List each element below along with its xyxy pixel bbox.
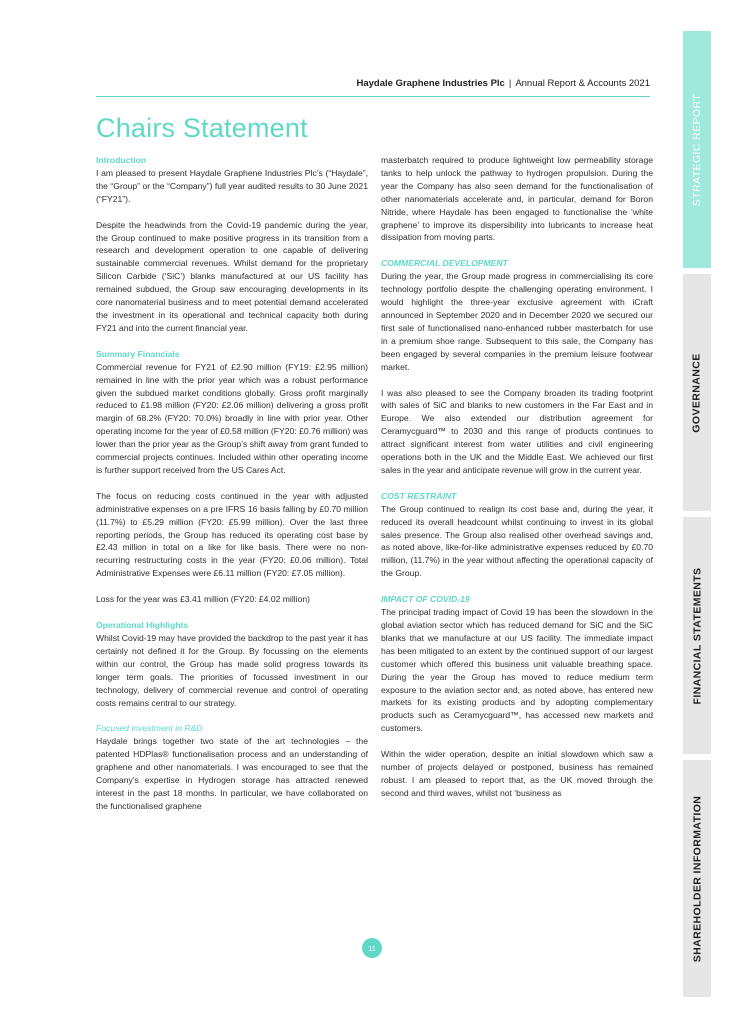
section-heading-operational-highlights: Operational Highlights [96,620,189,631]
running-header [96,78,650,89]
tab-financial-statements[interactable] [683,517,711,754]
paragraph: The focus on reducing costs continued in the year with adjusted administrative expenses on a pre IFRS 16 basis falling by £0.70 million (11.7%) to £5.29 million (FY20: £5.99 million). Over the last three reporting periods, the Group has reduced its operating cost base by £2.43 million in total on a like for like basis. There were no non-recurring restructuring costs in the year (FY20: £0.06 million). Total Administrative Expenses were £6.11 million (FY20: £7.05 million). [96,490,368,579]
tab-governance[interactable] [683,274,711,511]
subsection-heading-commercial-development: COMMERCIAL DEVELOPMENT [381,258,508,269]
paragraph: The principal trading impact of Covid 19 has been the slowdown in the global aviation sector which has reduced demand for SiC and the SiC blanks that we manufacture at our US facility. The immediate impact has been mitigated to an extent by the continued support of our largest customer which offered this business unit valuable breathing space. During the year the Group has moved to reduce medium term exposure to the aviation sector and, as noted above, has entered new markets for its existing products and by adopting complementary products such as Ceramycguard™, has accessed new markets and customers. [381,607,653,734]
paragraph: During the year, the Group made progress in commercialising its core technology portfolio despite the challenging operating environment. I would highlight the three-year exclusive agreement with iCraft announced in September 2020 and in December 2020 we secured our first sale of functionalised nano-enhanced rubber masterbatch for use in a premium shoe range. Subsequent to this sale, the Company has been engaged by several companies in the premium leisure footwear market. [381,271,653,372]
tab-label: SHAREHOLDER INFORMATION [691,795,703,962]
section-heading-introduction: Introduction [96,155,147,165]
header-rule [96,96,650,97]
paragraph: Within the wider operation, despite an initial slowdown which saw a number of projects delayed or postponed, business has remained robust. I am pleased to report that, as the UK moved through the second and third waves, whilst not ‘business as [381,749,653,798]
right-column [381,154,653,813]
tab-strategic-report[interactable] [683,31,711,268]
paragraph: I am pleased to present Haydale Graphene Industries Plc’s (“Haydale”, the “Group” or the “Company”) full year audited results to 30 June 2021 (“FY21”). [96,167,368,204]
subsection-heading-focused-investment: Focused investment in R&D [96,723,203,734]
tab-shareholder-information[interactable] [683,760,711,997]
section-heading-summary-financials: Summary Financials [96,348,180,359]
page-title: Chairs Statement [96,113,308,143]
paragraph: masterbatch required to produce lightweight low permeability storage tanks to help unlock the pathway to hydrogen propulsion. During the year the Company has also seen demand for the functionalisation of other nanomaterials accelerate and, in particular, demand for Boron Nitride, where Haydale has been engaged to functionalise the ‘white graphene’ to improve its dispersibility into lubricants to increase heat dissipation from moving parts. [381,155,653,243]
subsection-heading-impact-of-covid: IMPACT OF COVID-19 [381,594,470,605]
header-separator: | [508,78,512,89]
document-title: Annual Report & Accounts 2021 [515,78,650,89]
subsection-heading-cost-restraint: COST RESTRAINT [381,490,457,501]
page-number: 11 [362,938,382,958]
tab-label: FINANCIAL STATEMENTS [691,567,704,704]
tab-label: STRATEGIC REPORT [691,93,704,206]
left-column [96,154,368,826]
tab-label: GOVERNANCE [691,352,704,433]
paragraph: I was also pleased to see the Company broaden its trading footprint with sales of SiC and blanks to new customers in the Far East and in Europe. We also extended our distribution agreement for Ceramycguard™ to 2030 and this range of products continues to attract significant interest from water utilities and civil engineering operations both in the UK and the Middle East. We achieved our first sales in the year and anticipate revenue will grow in the current year. [381,387,653,475]
company-name: Haydale Graphene Industries Plc [356,78,505,89]
paragraph: Whilst Covid-19 may have provided the backdrop to the past year it has certainly not defined it for the Group. By focussing on the elements within our control, the Group has made solid progress towards its longer term goals. The priorities of focussed investment in our technology, delivery of commercial revenue and control of operating costs remains central to our strategy. [96,633,368,708]
paragraph: Commercial revenue for FY21 of £2.90 million (FY19: £2.95 million) remained in line with the prior year which was a robust performance given the subdued market conditions globally. Gross profit marginally reduced to £1.98 million (FY20: £2.06 million) delivering a gross profit margin of 68.2% (FY20: 70.0%) broadly in line with prior year. Other operating income for the year of £0.58 million (FY20: £0.76 million) was lower than the prior year as the Group’s shift away from grant funded to commercial projects continues. Included within other operating income is further support received from the US Cares Act. [96,361,368,475]
paragraph: The Group continued to realign its cost base and, during the year, it reduced its overall headcount whilst continuing to invest in its global sales presence. The Group also realised other overhead savings and, as noted above, like-for-like administrative expenses reduced by £0.70 million, (11.7%) in the year without affecting the operational capacity of the Group. [381,503,653,579]
paragraph: Loss for the year was £3.41 million (FY20: £4.02 million) [96,594,310,605]
paragraph: Haydale brings together two state of the art technologies – the patented HDPlas® functionalisation process and an understanding of graphene and other nanomaterials. I was encouraged to see that the Company’s expertise in Hydrogen storage has attracted renewed interest in the past 18 months. In particular, we have collaborated on the functionalised graphene [96,736,368,811]
paragraph: Despite the headwinds from the Covid-19 pandemic during the year, the Group continued to make positive progress in its transition from a research and development operation to one capable of delivering sustainable commercial revenues. Whilst demand for the proprietary Silicon Carbide (‘SiC’) blanks manufactured at our US facility has remained subdued, the Group saw encouraging developments in its core nanomaterial business and to meet potential demand accelerated the investment in its operational and technical capacity both during FY21 and into the current financial year. [96,219,368,333]
